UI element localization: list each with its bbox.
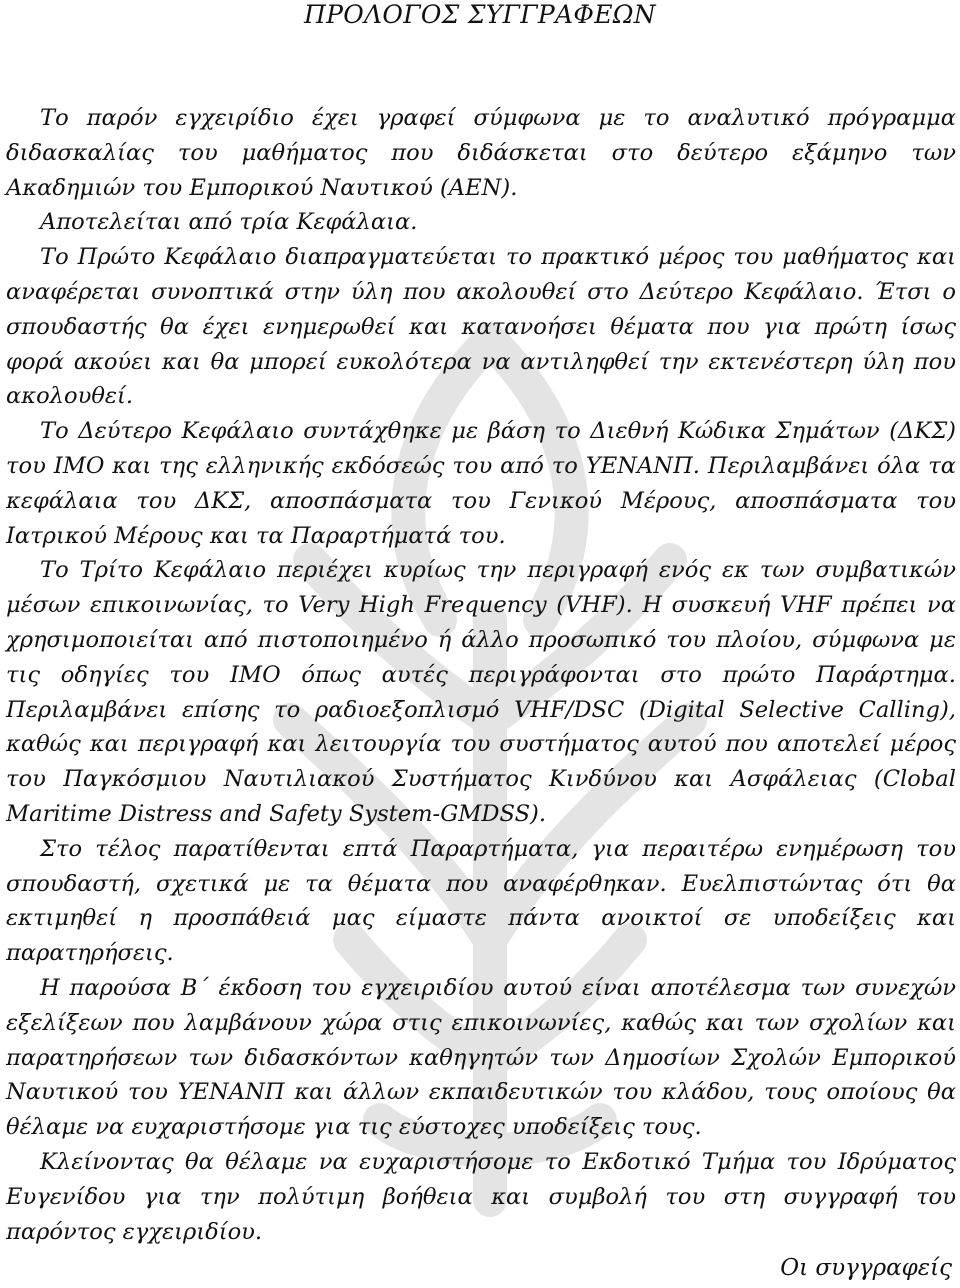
paragraph: Αποτελείται από τρία Κεφάλαια. <box>40 209 418 236</box>
paragraph: Το Πρώτο Κεφάλαιο διαπραγματεύεται το πρακτικό μέρος του μαθήματος και αναφέρεται συνοπτικά στην ύλη που ακολουθεί στο Δεύτερο Κεφάλαιο. Έτσι ο σπουδαστής θα έχει ενημερωθεί και κατανοήσει θέματα που για πρώτη ίσως φορά ακούει και θα μπορεί ευκολότερα να αντιληφθεί την εκτενέστερη ύλη που ακολουθεί. <box>6 244 956 410</box>
paragraph: Στο τέλος παρατίθενται επτά Παραρτήματα, για περαιτέρω ενημέρωση του σπουδαστή, σχετικά με τα θέματα που αναφέρθηκαν. Ευελπιστώντας ότι θα εκτιμηθεί η προσπάθειά μας είμαστε πάντα ανοικτοί σε υποδείξεις και παρατηρήσεις. <box>6 835 956 967</box>
paragraph: Κλείνοντας θα θέλαμε να ευχαριστήσομε το Εκδοτικό Τμήμα του Ιδρύματος Ευγενίδου για την πολύτιμη βοήθεια και συμβολή του στη συγγραφή του παρόντος εγχειριδίου. <box>6 1148 956 1245</box>
signature: Οι συγγραφείς <box>780 1255 952 1281</box>
paragraph: Η παρούσα Β΄ έκδοση του εγχειριδίου αυτού είναι αποτέλεσμα των συνεχών εξελίξεων που λαμβάνουν χώρα στις επικοινωνίες, καθώς και των σχολίων και παρατηρήσεων των διδασκόντων καθηγητών των Δημοσίων Σχολών Εμπορικού Ναυτικού του ΥΕΝΑΝΠ και άλλων εκπαιδευτικών του κλάδου, τους οποίους θα θέλαμε να ευχαριστήσομε για τις εύστοχες υποδείξεις τους. <box>6 974 956 1141</box>
paragraph: Το Δεύτερο Κεφάλαιο συντάχθηκε με βάση το Διεθνή Κώδικα Σημάτων (ΔΚΣ) του ΙΜΟ και της ελληνικής εκδόσεώς του από το ΥΕΝΑΝΠ. Περιλαμβάνει όλα τα κεφάλαια του ΔΚΣ, αποσπάσματα του Γενικού Μέρους, αποσπάσματα του Ιατρικού Μέρους και τα Παραρτήματά του. <box>6 418 956 549</box>
paragraph: Το Τρίτο Κεφάλαιο περιέχει κυρίως την περιγραφή ενός εκ των συμβατικών μέσων επικοινωνίας, το Very High Frequency (VHF). Η συσκευή VHF πρέπει να χρησιμοποιείται από πιστοποιημένο ή άλλο προσωπικό του πλοίου, σύμφωνα με τις οδηγίες του ΙΜΟ όπως αυτές περιγράφονται στο πρώτο Παράρτημα. Περιλαμβάνει επίσης το ραδιοεξοπλισμό VHF/DSC (Digital Selective Calling), καθώς και περιγραφή και λειτουργία του συστήματος αυτού που αποτελεί μέρος του Παγκόσμιου Ναυτιλιακού Συστήματος Κινδύνου και Ασφάλειας (Clobal Maritime Distress and Safety System-GMDSS). <box>6 557 956 827</box>
preface-body <box>6 101 956 1249</box>
page-title: ΠΡΟΛΟΓΟΣ ΣΥΓΓΡΑΦΕΩΝ <box>304 0 656 29</box>
paragraph: Το παρόν εγχειρίδιο έχει γραφεί σύμφωνα με το αναλυτικό πρόγραμμα διδασκαλίας του μαθήματος που διδάσκεται στο δεύτερο εξάμηνο των Ακαδημιών του Εμπορικού Ναυτικού (ΑΕΝ). <box>6 105 956 201</box>
